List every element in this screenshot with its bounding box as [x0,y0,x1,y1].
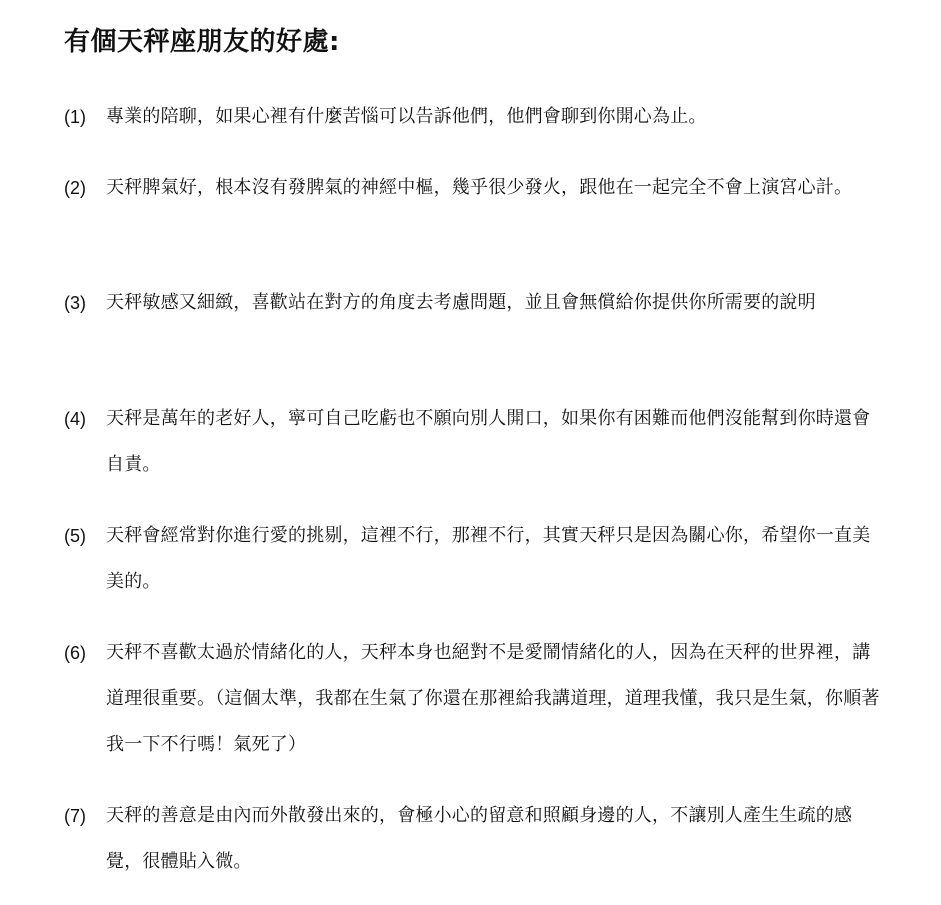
list-item [64,94,880,140]
item-number: (7) [64,806,86,826]
list-item [64,280,880,326]
item-text: 專業的陪聊，如果心裡有什麼苦惱可以告訴他們，他們會聊到你開心為止。 [106,106,707,127]
list-item [64,793,880,885]
item-text: 天秤不喜歡太過於情緒化的人，天秤本身也絕對不是愛鬧情緒化的人，因為在天秤的世界裡，講道理很重要。（這個太準，我都在生氣了你還在那裡給我講道理，道理我懂，我只是生氣，你順著我一下不行嗎！氣死了） [106,642,880,755]
list-item [64,396,880,488]
list-item [64,630,880,768]
item-text: 天秤的善意是由內而外散發出來的，會極小心的留意和照顧身邊的人，不讓別人產生生疏的感覺，很體貼入微。 [106,805,853,872]
list-item [64,165,880,211]
item-number: (1) [64,107,86,127]
document-title: 有個天秤座朋友的好處: [64,27,340,57]
item-text: 天秤是萬年的老好人，寧可自己吃虧也不願向別人開口，如果你有困難而他們沒能幫到你時還會自責。 [106,408,871,475]
item-number: (4) [64,409,86,429]
item-number: (2) [64,178,86,198]
list-item [64,513,880,605]
item-text: 天秤脾氣好，根本沒有發脾氣的神經中樞，幾乎很少發火，跟他在一起完全不會上演宮心計。 [106,177,853,198]
item-text: 天秤會經常對你進行愛的挑剔，這裡不行，那裡不行，其實天秤只是因為關心你，希望你一直美美的。 [106,525,871,592]
item-number: (6) [64,643,86,663]
item-number: (3) [64,293,86,313]
item-text: 天秤敏感又細緻，喜歡站在對方的角度去考慮問題，並且會無償給你提供你所需要的說明 [106,292,816,313]
item-number: (5) [64,526,86,546]
